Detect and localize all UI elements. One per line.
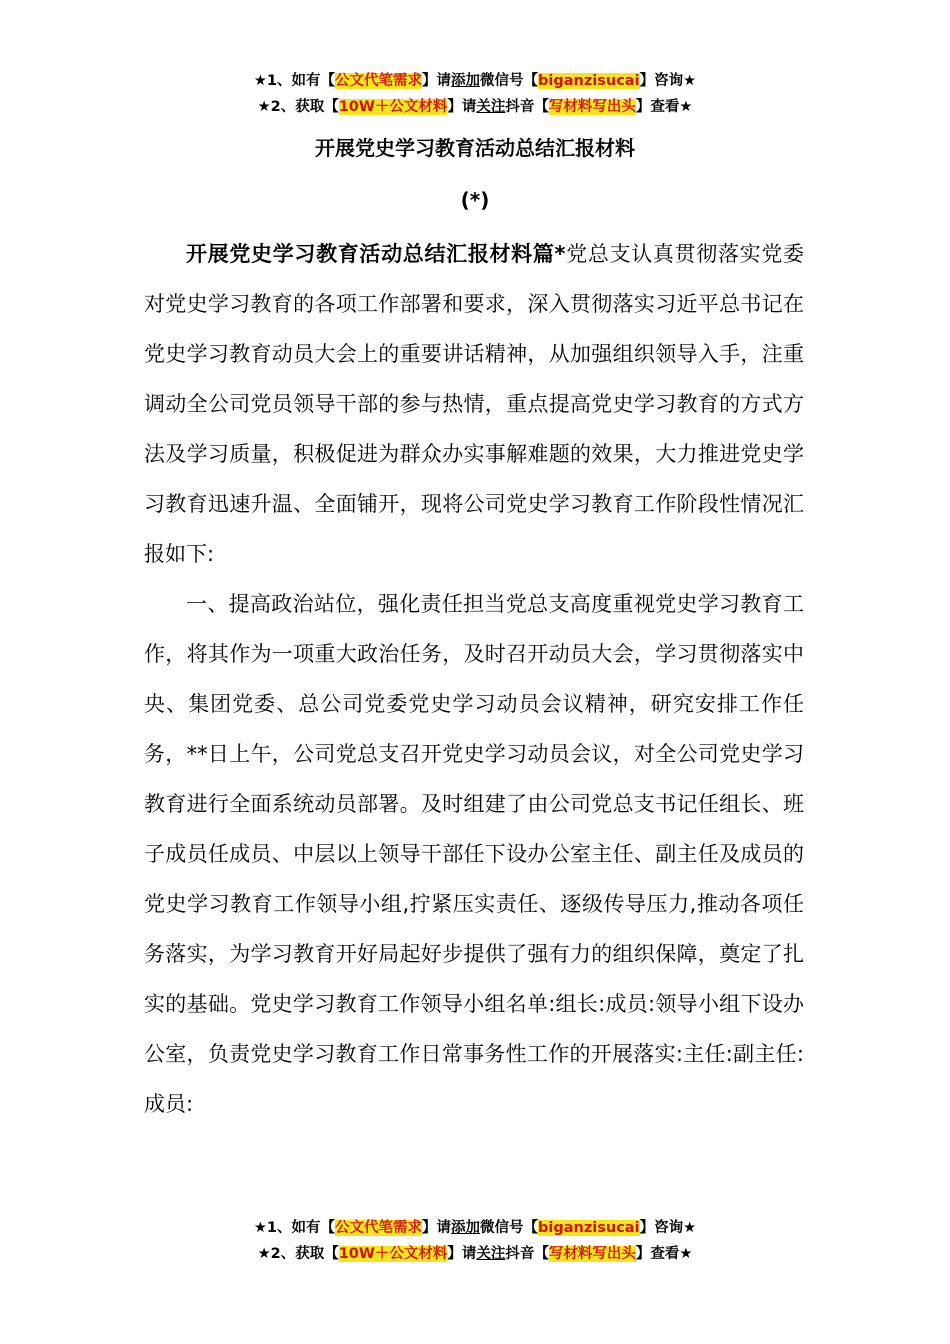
promo-text: 】请 — [422, 73, 452, 89]
document-title: 开展党史学习教育活动总结汇报材料 — [315, 136, 635, 160]
promo-text: 微信号【 — [480, 73, 539, 89]
promo-underlined: 添加 — [451, 1220, 481, 1236]
promo-wechat-id: biganzisucai — [538, 1220, 640, 1236]
promo-highlight: 10W＋公文材料 — [338, 1246, 448, 1262]
footer-promo-banner — [0, 1215, 950, 1267]
promo-highlight: 公文代笔需求 — [335, 1220, 423, 1236]
promo-text: 】请 — [422, 1220, 452, 1236]
paragraph-2 — [144, 579, 804, 1129]
document-body — [144, 229, 804, 1129]
promo-line-1 — [0, 68, 950, 94]
promo-text: 】咨询★ — [639, 73, 697, 89]
promo-text: 抖音【 — [505, 1246, 549, 1262]
promo-text: ★2、获取【 — [257, 99, 339, 115]
promo-underlined: 添加 — [451, 73, 481, 89]
document-subtitle: (*) — [460, 188, 490, 212]
promo-highlight: 公文代笔需求 — [335, 73, 423, 89]
promo-text: 抖音【 — [505, 99, 549, 115]
promo-text: 】咨询★ — [639, 1220, 697, 1236]
promo-wechat-id: biganzisucai — [538, 73, 640, 89]
promo-text: 】请 — [447, 99, 477, 115]
promo-line-1 — [0, 1215, 950, 1241]
paragraph-lead: 开展党史学习教育活动总结汇报材料篇* — [186, 242, 566, 266]
promo-text: ★1、如有【 — [253, 73, 336, 89]
paragraph-text: 党总支认真贯彻落实党委对党史学习教育的各项工作部署和要求，深入贯彻落实习近平总书记在党史学习教育动员大会上的重要讲话精神，从加强组织领导入手，注重调动全公司党员领导干部的参与热情，重点提高党史学习教育的方式方法及学习质量，积极促进为群众办实事解难题的效果，大力推进党史学习教育迅速升温、全面铺开，现将公司党史学习教育工作阶段性情况汇报如下: — [144, 242, 805, 566]
paragraph-1 — [144, 229, 804, 579]
promo-text: ★2、获取【 — [257, 1246, 339, 1262]
promo-underlined: 关注 — [476, 99, 506, 115]
promo-text: ★1、如有【 — [253, 1220, 336, 1236]
promo-douyin-id: 写材料写出头 — [548, 99, 636, 115]
promo-text: 微信号【 — [480, 1220, 539, 1236]
promo-douyin-id: 写材料写出头 — [548, 1246, 636, 1262]
promo-text: 】查看★ — [635, 1246, 693, 1262]
paragraph-text: 一、提高政治站位，强化责任担当党总支高度重视党史学习教育工作，将其作为一项重大政治任务，及时召开动员大会，学习贯彻落实中央、集团党委、总公司党委党史学习动员会议精神，研究安排工作任务，**日上午，公司党总支召开党史学习动员会议，对全公司党史学习教育进行全面系统动员部署。及时组建了由公司党总支书记任组长、班子成员任成员、中层以上领导干部任下设办公室主任、副主任及成员的党史学习教育工作领导小组,拧紧压实责任、逐级传导压力,推动各项任务落实，为学习教育开好局起好步提供了强有力的组织保障，奠定了扎实的基础。党史学习教育工作领导小组名单:组长:成员:领导小组下设办公室，负责党史学习教育工作日常事务性工作的开展落实:主任:副主任:成员: — [144, 592, 804, 1116]
promo-highlight: 10W＋公文材料 — [338, 99, 448, 115]
promo-underlined: 关注 — [476, 1246, 506, 1262]
promo-line-2 — [0, 1241, 950, 1267]
promo-text: 】查看★ — [635, 99, 693, 115]
header-promo-banner — [0, 68, 950, 120]
promo-line-2 — [0, 94, 950, 120]
promo-text: 】请 — [447, 1246, 477, 1262]
